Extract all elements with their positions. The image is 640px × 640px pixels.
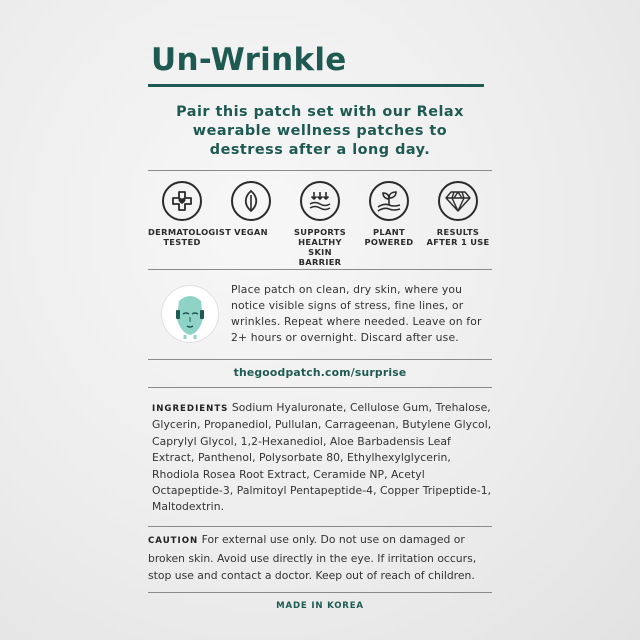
website-link[interactable]: thegoodpatch.com/surprise	[233, 366, 407, 379]
badge-label: DERMATOLOGIST TESTED	[148, 227, 232, 247]
caution-heading: CAUTION	[148, 535, 199, 546]
divider	[148, 592, 492, 593]
pairing-line-2: wearable wellness patches to	[192, 123, 448, 139]
badge-label: RESULTS AFTER 1 USE	[426, 227, 490, 247]
ingredients-section	[148, 388, 492, 526]
relax-product-name: Relax	[416, 104, 464, 120]
badge-dermatologist-tested	[148, 181, 232, 259]
sprout-icon	[369, 181, 409, 221]
pairing-message	[148, 103, 492, 160]
product-label-panel	[148, 36, 492, 611]
badge-plant-powered	[355, 181, 423, 259]
badge-vegan	[217, 181, 285, 259]
badge-skin-barrier	[286, 181, 354, 267]
usage-instructions	[148, 270, 492, 359]
skin-barrier-icon	[300, 181, 340, 221]
pairing-line-1-text: Pair this patch set with our	[176, 104, 417, 120]
product-title: Un-Wrinkle	[151, 42, 347, 78]
badge-label: PLANT POWERED	[364, 227, 414, 247]
caution-section	[148, 527, 492, 592]
pairing-line-3: destress after a long day.	[209, 142, 431, 158]
badge-row	[148, 171, 492, 269]
leaf-icon	[231, 181, 271, 221]
pairing-line-1	[148, 103, 492, 122]
badge-results-after-1-use	[424, 181, 492, 259]
face-patch-icon	[162, 286, 218, 342]
diamond-icon	[438, 181, 478, 221]
made-in-label: MADE IN KOREA	[276, 600, 364, 611]
usage-text: Place patch on clean, dry skin, where you notice visible signs of stress, fine lines, or wrinkles. Repeat where needed. Leave on for 2+ hours or overnight. Discard after use.	[231, 283, 482, 344]
badge-label: VEGAN	[234, 227, 268, 237]
ingredients-text: Sodium Hyaluronate, Cellulose Gum, Trehalose, Glycerin, Propanediol, Pullulan, Carrageenan, Butylene Glycol, Caprylyl Glycol, 1,2-Hexanediol, Aloe Barbadensis Leaf Extract, Panthenol, Polysorbate 80, Ethylhexylglycerin, Rhodiola Rosea Root Extract, Ceramide NP, Acetyl Octapeptide-3, Palmitoyl Pentapeptide-4, Copper Tripeptide-1, Maltodextrin.	[152, 401, 492, 514]
title-underline	[148, 84, 484, 87]
ingredients-heading: INGREDIENTS	[152, 404, 229, 414]
caution-text: For external use only. Do not use on damaged or broken skin. Avoid use directly in the eye. If irritation occurs, stop use and contact a doctor. Keep out of reach of children.	[148, 532, 477, 582]
dermatologist-cross-icon	[162, 181, 202, 221]
badge-label: SUPPORTS HEALTHY SKIN BARRIER	[294, 227, 346, 267]
